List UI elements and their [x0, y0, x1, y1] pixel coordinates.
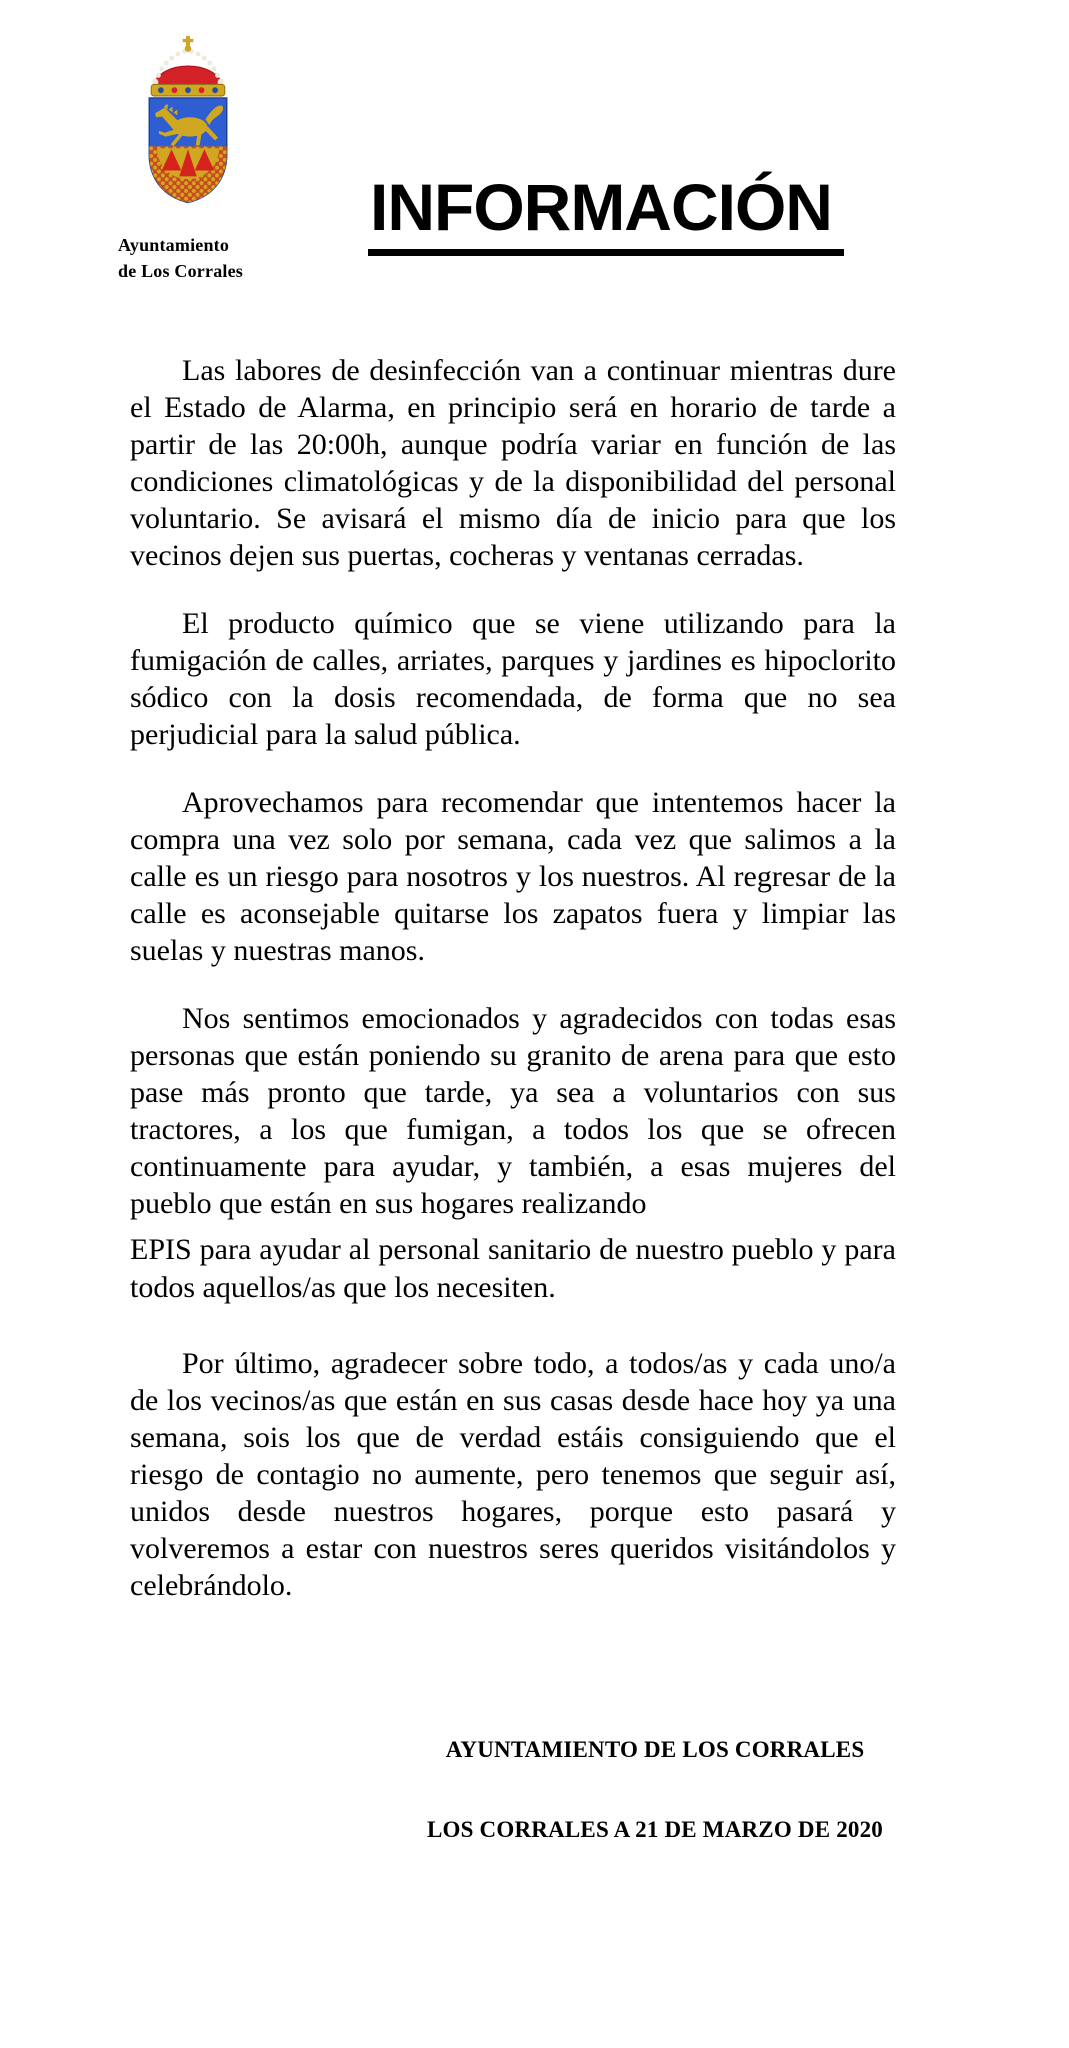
paragraph: Nos sentimos emocionados y agradecidos con todas esas personas que están poniendo su granito de arena para que esto pase más pronto que tarde, ya sea a voluntarios con sus tractores, a los que fumigan, a todos los que se ofrecen continuamente para ayudar, y también, a esas mujeres del pueblo que están en sus hogares realizando — [130, 1002, 896, 1220]
signature-org: AYUNTAMIENTO DE LOS CORRALES — [445, 1737, 865, 1762]
crown-icon — [151, 36, 225, 96]
page-title: INFORMACIÓN — [368, 174, 844, 256]
org-name-line2: de Los Corrales — [118, 261, 243, 281]
paragraph: Las labores de desinfección van a continuar mientras dure el Estado de Alarma, en principio será en horario de tarde a partir de las 20:00h, aunque podría variar en función de las condiciones climatológicas y de la disponibilidad del personal voluntario. Se avisará el mismo día de inicio para que los vecinos dejen sus puertas, cocheras y ventanas cerradas. — [130, 354, 896, 572]
org-name-line1: Ayuntamiento — [118, 235, 230, 255]
org-name — [118, 232, 243, 284]
signature-dateline: LOS CORRALES A 21 DE MARZO DE 2020 — [426, 1817, 883, 1842]
paragraph: Por último, agradecer sobre todo, a todos/as y cada uno/a de los vecinos/as que están en sus casas desde hace hoy ya una semana, sois los que de verdad estáis consiguiendo que el riesgo de contagio no aumente, pero tenemos que seguir así, unidos desde nuestros hogares, porque esto pasará y volveremos a estar con nuestros seres queridos visitándolos y celebrándolo. — [130, 1347, 896, 1602]
paragraph: El producto químico que se viene utilizando para la fumigación de calles, arriates, parques y jardines es hipoclorito sódico con la dosis recomendada, de forma que no sea perjudicial para la salud pública. — [130, 607, 896, 751]
signature-block — [420, 1737, 890, 1843]
document-body — [130, 352, 896, 1604]
shield-icon — [149, 98, 226, 203]
coat-of-arms-icon — [128, 34, 248, 218]
paragraph: Aprovechamos para recomendar que intentemos hacer la compra una vez solo por semana, cada vez que salimos a la calle es un riesgo para nosotros y los nuestros. Al regresar de la calle es aconsejable quitarse los zapatos fuera y limpiar las suelas y nuestras manos. — [130, 786, 896, 967]
paragraph: EPIS para ayudar al personal sanitario de nuestro pueblo y para todos aquellos/as que los necesiten. — [130, 1233, 896, 1304]
